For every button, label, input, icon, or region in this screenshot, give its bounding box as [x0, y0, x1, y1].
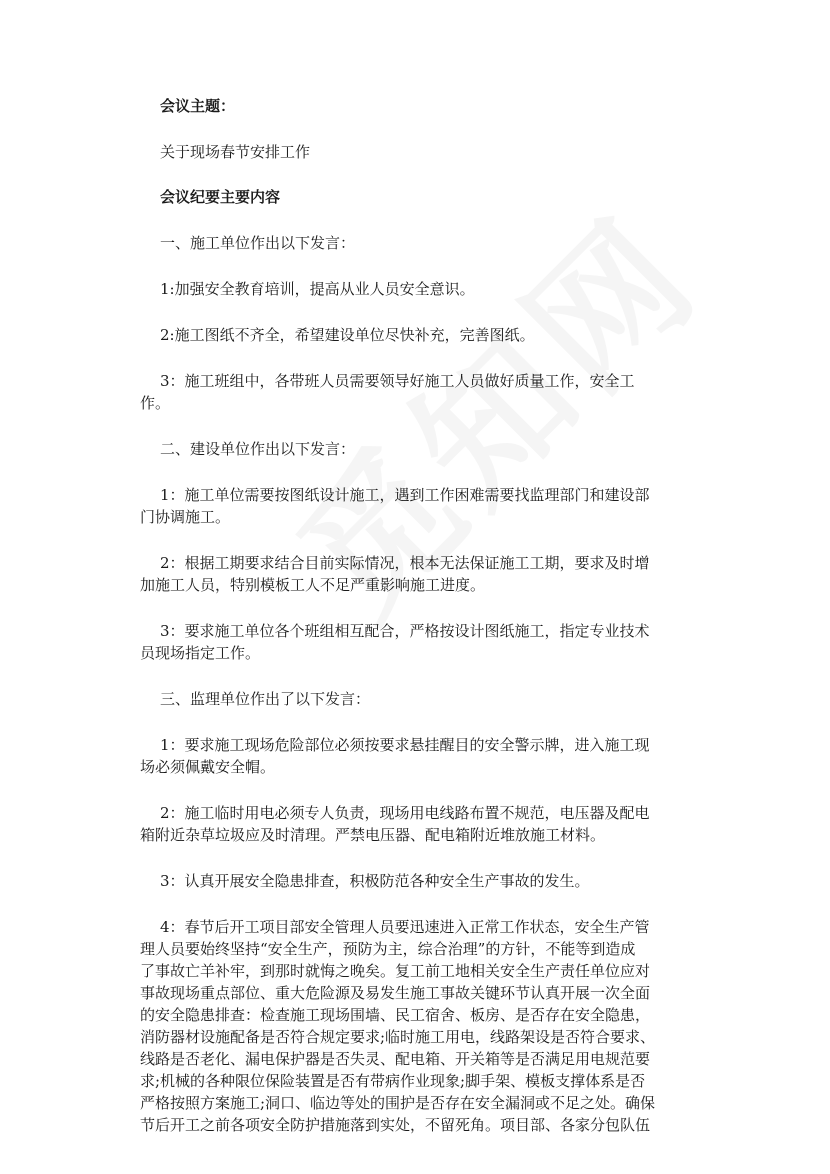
- list-item-line: 1：要求施工现场危险部位必须按要求悬挂醒目的安全警示牌，进入施工现: [160, 736, 650, 754]
- list-item: [140, 802, 700, 846]
- list-item-line: 2：施工临时用电必须专人负责，现场用电线路布置不规范，电压器及配电: [160, 804, 650, 822]
- list-item-line: 了事故亡羊补牢，到那时就悔之晚矣。复工前工地相关安全生产责任单位应对: [140, 962, 651, 980]
- list-item-line: 箱附近杂草垃圾应及时清理。严禁电压器、配电箱附近堆放施工材料。: [140, 826, 606, 844]
- list-item-line: 严格按照方案施工;洞口、临边等处的围护是否存在安全漏洞或不足之处。确保: [140, 1094, 656, 1112]
- list-item-line: 求;机械的各种限位保险装置是否有带病作业现象;脚手架、模板支撑体系是否: [140, 1072, 646, 1090]
- summary-label: 会议纪要主要内容: [160, 188, 281, 206]
- list-item: 3：认真开展安全隐患排查，积极防范各种安全生产事故的发生。: [160, 872, 590, 890]
- list-item-line: 作。: [140, 394, 171, 412]
- list-item: 1:加强安全教育培训，提高从业人员安全意识。: [160, 280, 475, 298]
- list-item: 2:施工图纸不齐全，希望建设单位尽快补充，完善图纸。: [160, 326, 535, 344]
- list-item-line: 1：施工单位需要按图纸设计施工，遇到工作困难需要找监理部门和建设部: [160, 486, 650, 504]
- section-heading: 三、监理单位作出了以下发言：: [160, 690, 371, 708]
- document-body: [140, 95, 720, 1136]
- list-item-line: 的安全隐患排查：检查施工现场围墙、民工宿舍、板房、是否存在安全隐患，: [140, 1006, 651, 1024]
- list-item-line: 消防器材设施配备是否符合规定要求;临时施工用电，线路架设是否符合要求、: [140, 1028, 656, 1046]
- list-item-line: 4：春节后开工项目部安全管理人员要迅速进入正常工作状态，安全生产管: [160, 918, 650, 936]
- section-heading: 一、施工单位作出以下发言：: [160, 234, 356, 252]
- list-item: [140, 734, 700, 778]
- list-item: [140, 916, 700, 1136]
- section-heading: 二、建设单位作出以下发言：: [160, 440, 356, 458]
- list-item-line: 2：根据工期要求结合目前实际情况，根本无法保证施工工期，要求及时增: [160, 554, 650, 572]
- list-item-line: 理人员要始终坚持“安全生产，预防为主，综合治理”的方针，不能等到造成: [140, 940, 636, 958]
- list-item-line: 员现场指定工作。: [140, 644, 261, 662]
- list-item: [140, 370, 700, 414]
- list-item-line: 线路是否老化、漏电保护器是否失灵、配电箱、开关箱等是否满足用电规范要: [140, 1050, 651, 1068]
- list-item: [140, 552, 700, 596]
- topic-text: 关于现场春节安排工作: [160, 143, 311, 161]
- list-item: [140, 620, 700, 664]
- list-item-line: 加施工人员，特别模板工人不足严重影响施工进度。: [140, 576, 486, 594]
- list-item-line: 门协调施工。: [140, 508, 231, 526]
- list-item-line: 3：要求施工单位各个班组相互配合，严格按设计图纸施工，指定专业技术: [160, 622, 650, 640]
- list-item-line: 3：施工班组中，各带班人员需要领导好施工人员做好质量工作，安全工: [160, 372, 635, 390]
- list-item-line: 事故现场重点部位、重大危险源及易发生施工事故关键环节认真开展一次全面: [140, 984, 651, 1002]
- list-item: [140, 484, 700, 528]
- list-item-line: 节后开工之前各项安全防护措施落到实处，不留死角。项目部、各家分包队伍: [140, 1116, 651, 1134]
- list-item-line: 场必须佩戴安全帽。: [140, 758, 276, 776]
- topic-label: 会议主题：: [160, 97, 236, 115]
